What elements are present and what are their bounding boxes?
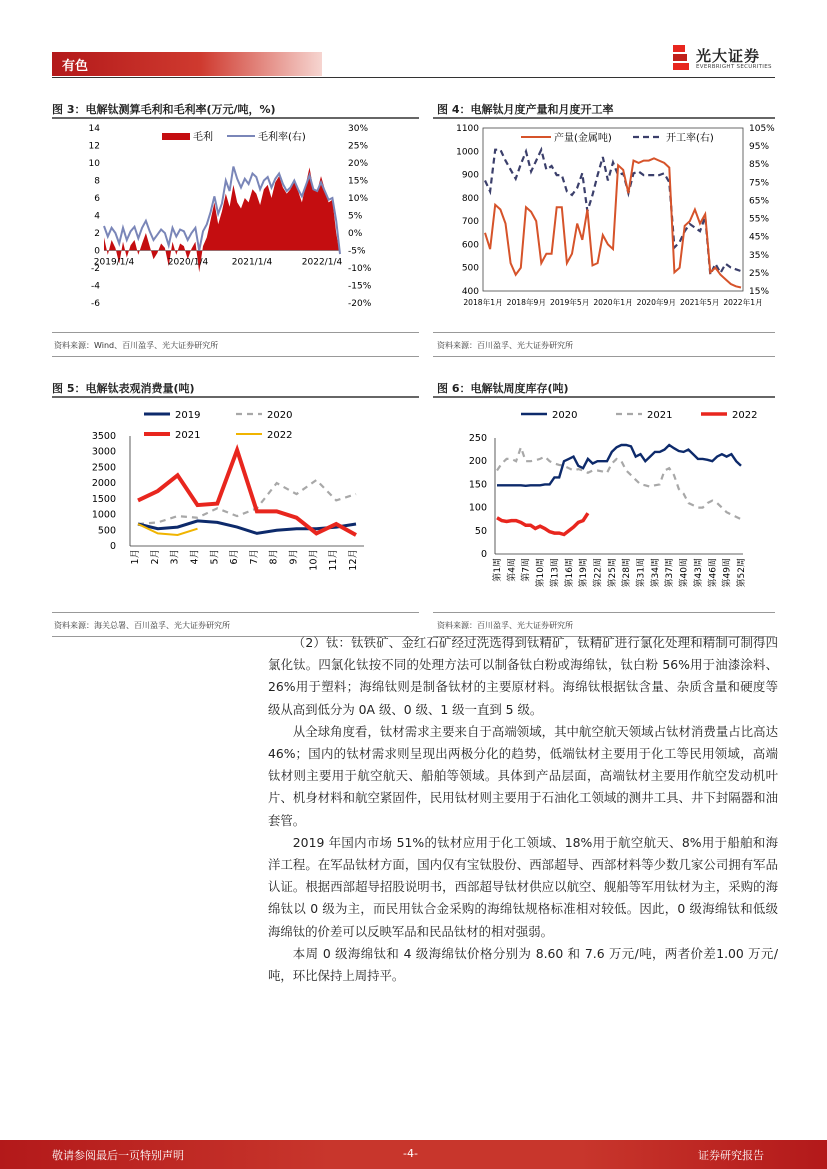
x-tick-label: 7月: [248, 549, 260, 565]
fig5-title: 图 5：电解钛表观消费量(吨): [52, 382, 195, 395]
y2-tick-label: 15%: [749, 287, 770, 297]
y2-tick-label: 5%: [348, 211, 363, 222]
paragraph: 从全球角度看，钛材需求主要来自于高端领域，其中航空航天领域占钛材消费量占比高达 46%；国内的钛材需求则呈现出两极分化的趋势，低端钛材主要用于化工等民用领域，高端钛材则主要用于航空航天、船舶等领域。具体到产品层面，高端钛材主要用作航空发动机叶片、机身材料和航空紧固件，民用钛材则主要用于石油化工领域的测井工具、井下封隔器和油套管。: [268, 723, 778, 828]
fig4-bottom-rule: [433, 356, 775, 357]
y-tick-label: 500: [461, 263, 479, 274]
y-tick-label: 0: [109, 541, 116, 552]
y2-tick-label: 85%: [749, 160, 770, 171]
utilization-line: [485, 150, 741, 275]
fig6-source-rule: [433, 612, 775, 613]
plot-frame: [483, 128, 743, 291]
x-tick-label: 12月: [348, 549, 359, 571]
y-tick-label: 0: [480, 549, 487, 560]
legend-label-output: 产量(金属吨): [554, 133, 612, 144]
x-tick-label: 第40周: [679, 558, 690, 588]
x-tick-label: 2月: [149, 549, 161, 565]
legend-label: 2020: [267, 410, 293, 421]
x-tick-label: 第52周: [737, 558, 747, 588]
series-line-2020: [497, 445, 741, 486]
page-number: -4-: [403, 1147, 418, 1160]
y2-tick-label: 35%: [749, 250, 770, 261]
legend-label-profit: 毛利: [193, 132, 213, 143]
legend-label: 2021: [647, 410, 673, 421]
x-tick-label: 4月: [189, 549, 201, 565]
legend-label: 2022: [267, 430, 293, 441]
y-tick-label: -2: [91, 264, 100, 274]
y-tick-label: -6: [91, 299, 100, 309]
paragraph: 2019 年国内市场 51%的钛材应用于化工领域、18%用于航空航天、8%用于船舶和海洋工程。在军品钛材方面，国内仅有宝钛股份、西部超导、西部材料等少数几家公司拥有军品认证。根据西部超导招股说明书，西部超导钛材供应以航空、舰船等军用钛材为主，采购的海绵钛以 0 级为主，而民用钛合金采购的海绵钛规格标准相对较低。因此，0 级海绵钛和低级海绵钛的价差可以反映军品和民品钛材的相对强弱。: [268, 834, 778, 939]
x-tick-label: 第10周: [536, 558, 547, 588]
y2-tick-label: 10%: [348, 194, 369, 204]
footer-report-type: 证券研究报告: [698, 1149, 764, 1162]
x-tick-label: 第25周: [607, 558, 618, 588]
fig6-title: 图 6：电解钛周度库存(吨): [437, 382, 569, 395]
y2-tick-label: -15%: [348, 281, 372, 292]
y2-tick-label: 95%: [749, 142, 770, 153]
y-tick-label: 4: [94, 211, 100, 222]
y-tick-label: 100: [468, 502, 487, 514]
y-tick-label: 900: [461, 170, 479, 181]
x-tick-label: 2019/1/4: [93, 257, 135, 268]
y-tick-label: 1000: [91, 509, 116, 521]
y-tick-label: 8: [94, 176, 100, 187]
y2-tick-label: -10%: [348, 264, 372, 274]
y-tick-label: 600: [461, 240, 479, 251]
y2-tick-label: 65%: [749, 196, 770, 207]
x-tick-label: 第34周: [650, 558, 661, 588]
y-tick-label: 50: [474, 525, 487, 537]
y-tick-label: -4: [91, 281, 100, 292]
x-tick-label: 8月: [268, 549, 280, 565]
legend-label-utilization: 开工率(右): [666, 133, 714, 144]
y-tick-label: 800: [461, 193, 479, 204]
x-tick-label: 2022年1月: [723, 298, 763, 307]
x-tick-label: 第37周: [665, 558, 676, 588]
x-tick-label: 11月: [328, 549, 340, 571]
fig4-source: 资料来源：百川盈孚、光大证券研究所: [437, 341, 573, 350]
x-tick-label: 第7周: [521, 558, 532, 582]
y-tick-label: 1100: [456, 124, 479, 134]
paragraph: 本周 0 级海绵钛和 4 级海绵钛价格分别为 8.60 和 7.6 万元/吨，两者价差1.00 万元/吨，环比保持上周持平。: [268, 945, 778, 984]
x-tick-label: 2020年1月: [593, 298, 633, 307]
y-tick-label: 2000: [91, 478, 116, 490]
y-tick-label: 12: [88, 141, 100, 152]
logo-name: 光大证券: [696, 47, 761, 65]
fig5-chart: [52, 398, 419, 610]
x-tick-label: 10月: [308, 549, 320, 571]
legend-swatch-profit: [162, 133, 190, 140]
series-line-2021: [138, 450, 356, 535]
fig3-chart: [52, 118, 419, 332]
x-tick-label: 1月: [130, 549, 141, 565]
y-tick-label: 3000: [91, 446, 116, 458]
fig6-source: 资料来源：百川盈孚、光大证券研究所: [437, 621, 573, 630]
fig5-source-rule: [52, 612, 419, 613]
x-tick-label: 第46周: [708, 558, 719, 588]
y2-tick-label: 55%: [749, 214, 770, 225]
header-rule: [52, 77, 775, 78]
y-tick-label: 0: [94, 246, 100, 257]
x-tick-label: 第49周: [722, 558, 733, 588]
fig3-title: 图 3：电解钛测算毛利和毛利率(万元/吨，%): [52, 103, 276, 116]
legend-label: 2019: [175, 410, 201, 421]
y2-tick-label: 25%: [749, 268, 770, 279]
x-tick-label: 第43周: [693, 558, 704, 588]
footer-disclaimer: 敬请参阅最后一页特别声明: [52, 1149, 184, 1162]
paragraph: （2）钛：钛铁矿、金红石矿经过洗选得到钛精矿，钛精矿进行氯化处理和精制可制得四氯化钛。四氯化钛按不同的处理方法可以制备钛白粉或海绵钛，钛白粉 56%用于油漆涂料、26%用于塑料；海绵钛则是制备钛材的主要原材料。海绵钛根据钛含量、杂质含量和硬度等级从高到低分为 0A 级、0 级、1 级一直到 5 级。: [268, 635, 778, 717]
y2-tick-label: 20%: [348, 159, 369, 169]
y-tick-label: 1500: [91, 493, 116, 505]
x-tick-label: 5月: [209, 549, 221, 565]
y-tick-label: 250: [468, 433, 487, 444]
series-line-2022: [497, 513, 588, 534]
y-tick-label: 14: [88, 124, 100, 134]
x-tick-label: 第16周: [564, 558, 575, 588]
y-tick-label: 2500: [91, 462, 116, 474]
y2-tick-label: 75%: [749, 178, 770, 189]
section-label: 有色: [62, 59, 89, 74]
x-tick-label: 3月: [169, 549, 181, 565]
y2-tick-label: 0%: [348, 229, 363, 239]
y-tick-label: 6: [94, 194, 100, 204]
header-band: [52, 52, 322, 76]
x-tick-label: 2020/1/4: [167, 257, 209, 268]
x-tick-label: 2018年1月: [463, 298, 503, 307]
y-tick-label: 500: [97, 525, 116, 537]
y2-tick-label: 25%: [348, 141, 369, 152]
body-text: [268, 632, 778, 987]
fig4-title: 图 4：电解钛月度产量和月度开工率: [437, 103, 614, 116]
x-tick-label: 第1周: [493, 558, 503, 582]
y-tick-label: 1000: [456, 147, 479, 158]
legend-label: 2020: [552, 410, 578, 421]
x-tick-label: 2022/1/4: [301, 257, 343, 268]
x-tick-label: 第4周: [507, 558, 518, 582]
logo-icon: [671, 44, 691, 72]
y-tick-label: 10: [88, 159, 100, 169]
y-tick-label: 200: [468, 456, 487, 468]
x-tick-label: 2019年5月: [549, 298, 590, 307]
fig3-bottom-rule: [52, 356, 419, 357]
fig3-source-rule: [52, 332, 419, 333]
fig5-source: 资料来源：海关总署、百川盈孚、光大证券研究所: [54, 621, 230, 630]
x-tick-label: 2018年9月: [506, 298, 547, 307]
legend-label: 2021: [175, 430, 201, 441]
x-tick-label: 第28周: [622, 558, 633, 588]
fig3-source: 资料来源：Wind、百川盈孚、光大证券研究所: [54, 341, 219, 350]
x-tick-label: 2021年5月: [679, 298, 720, 307]
y-tick-label: 3500: [91, 431, 116, 442]
x-tick-label: 第19周: [579, 558, 590, 588]
y-tick-label: 400: [461, 287, 479, 297]
fig4-source-rule: [433, 332, 775, 333]
x-tick-label: 6月: [229, 549, 241, 565]
y2-tick-label: 45%: [749, 232, 770, 243]
y2-tick-label: 30%: [348, 124, 369, 134]
y2-tick-label: -5%: [348, 246, 366, 257]
x-tick-label: 9月: [288, 549, 300, 565]
fig4-chart: [433, 118, 775, 332]
y2-tick-label: 15%: [348, 176, 369, 187]
legend-label-margin: 毛利率(右): [258, 132, 306, 143]
y-tick-label: 2: [94, 229, 100, 239]
x-tick-label: 2021/1/4: [231, 257, 273, 268]
x-tick-label: 第13周: [550, 558, 561, 588]
y-tick-label: 700: [461, 217, 479, 228]
y2-tick-label: -20%: [348, 299, 372, 309]
legend-label: 2022: [732, 410, 758, 421]
x-tick-label: 第31周: [636, 558, 647, 588]
y-tick-label: 150: [468, 479, 487, 491]
fig6-chart: [433, 398, 775, 610]
logo-english: EVERBRIGHT SECURITIES: [696, 64, 772, 70]
x-tick-label: 第22周: [593, 558, 604, 588]
x-tick-label: 2020年9月: [636, 298, 677, 307]
y2-tick-label: 105%: [749, 124, 775, 134]
